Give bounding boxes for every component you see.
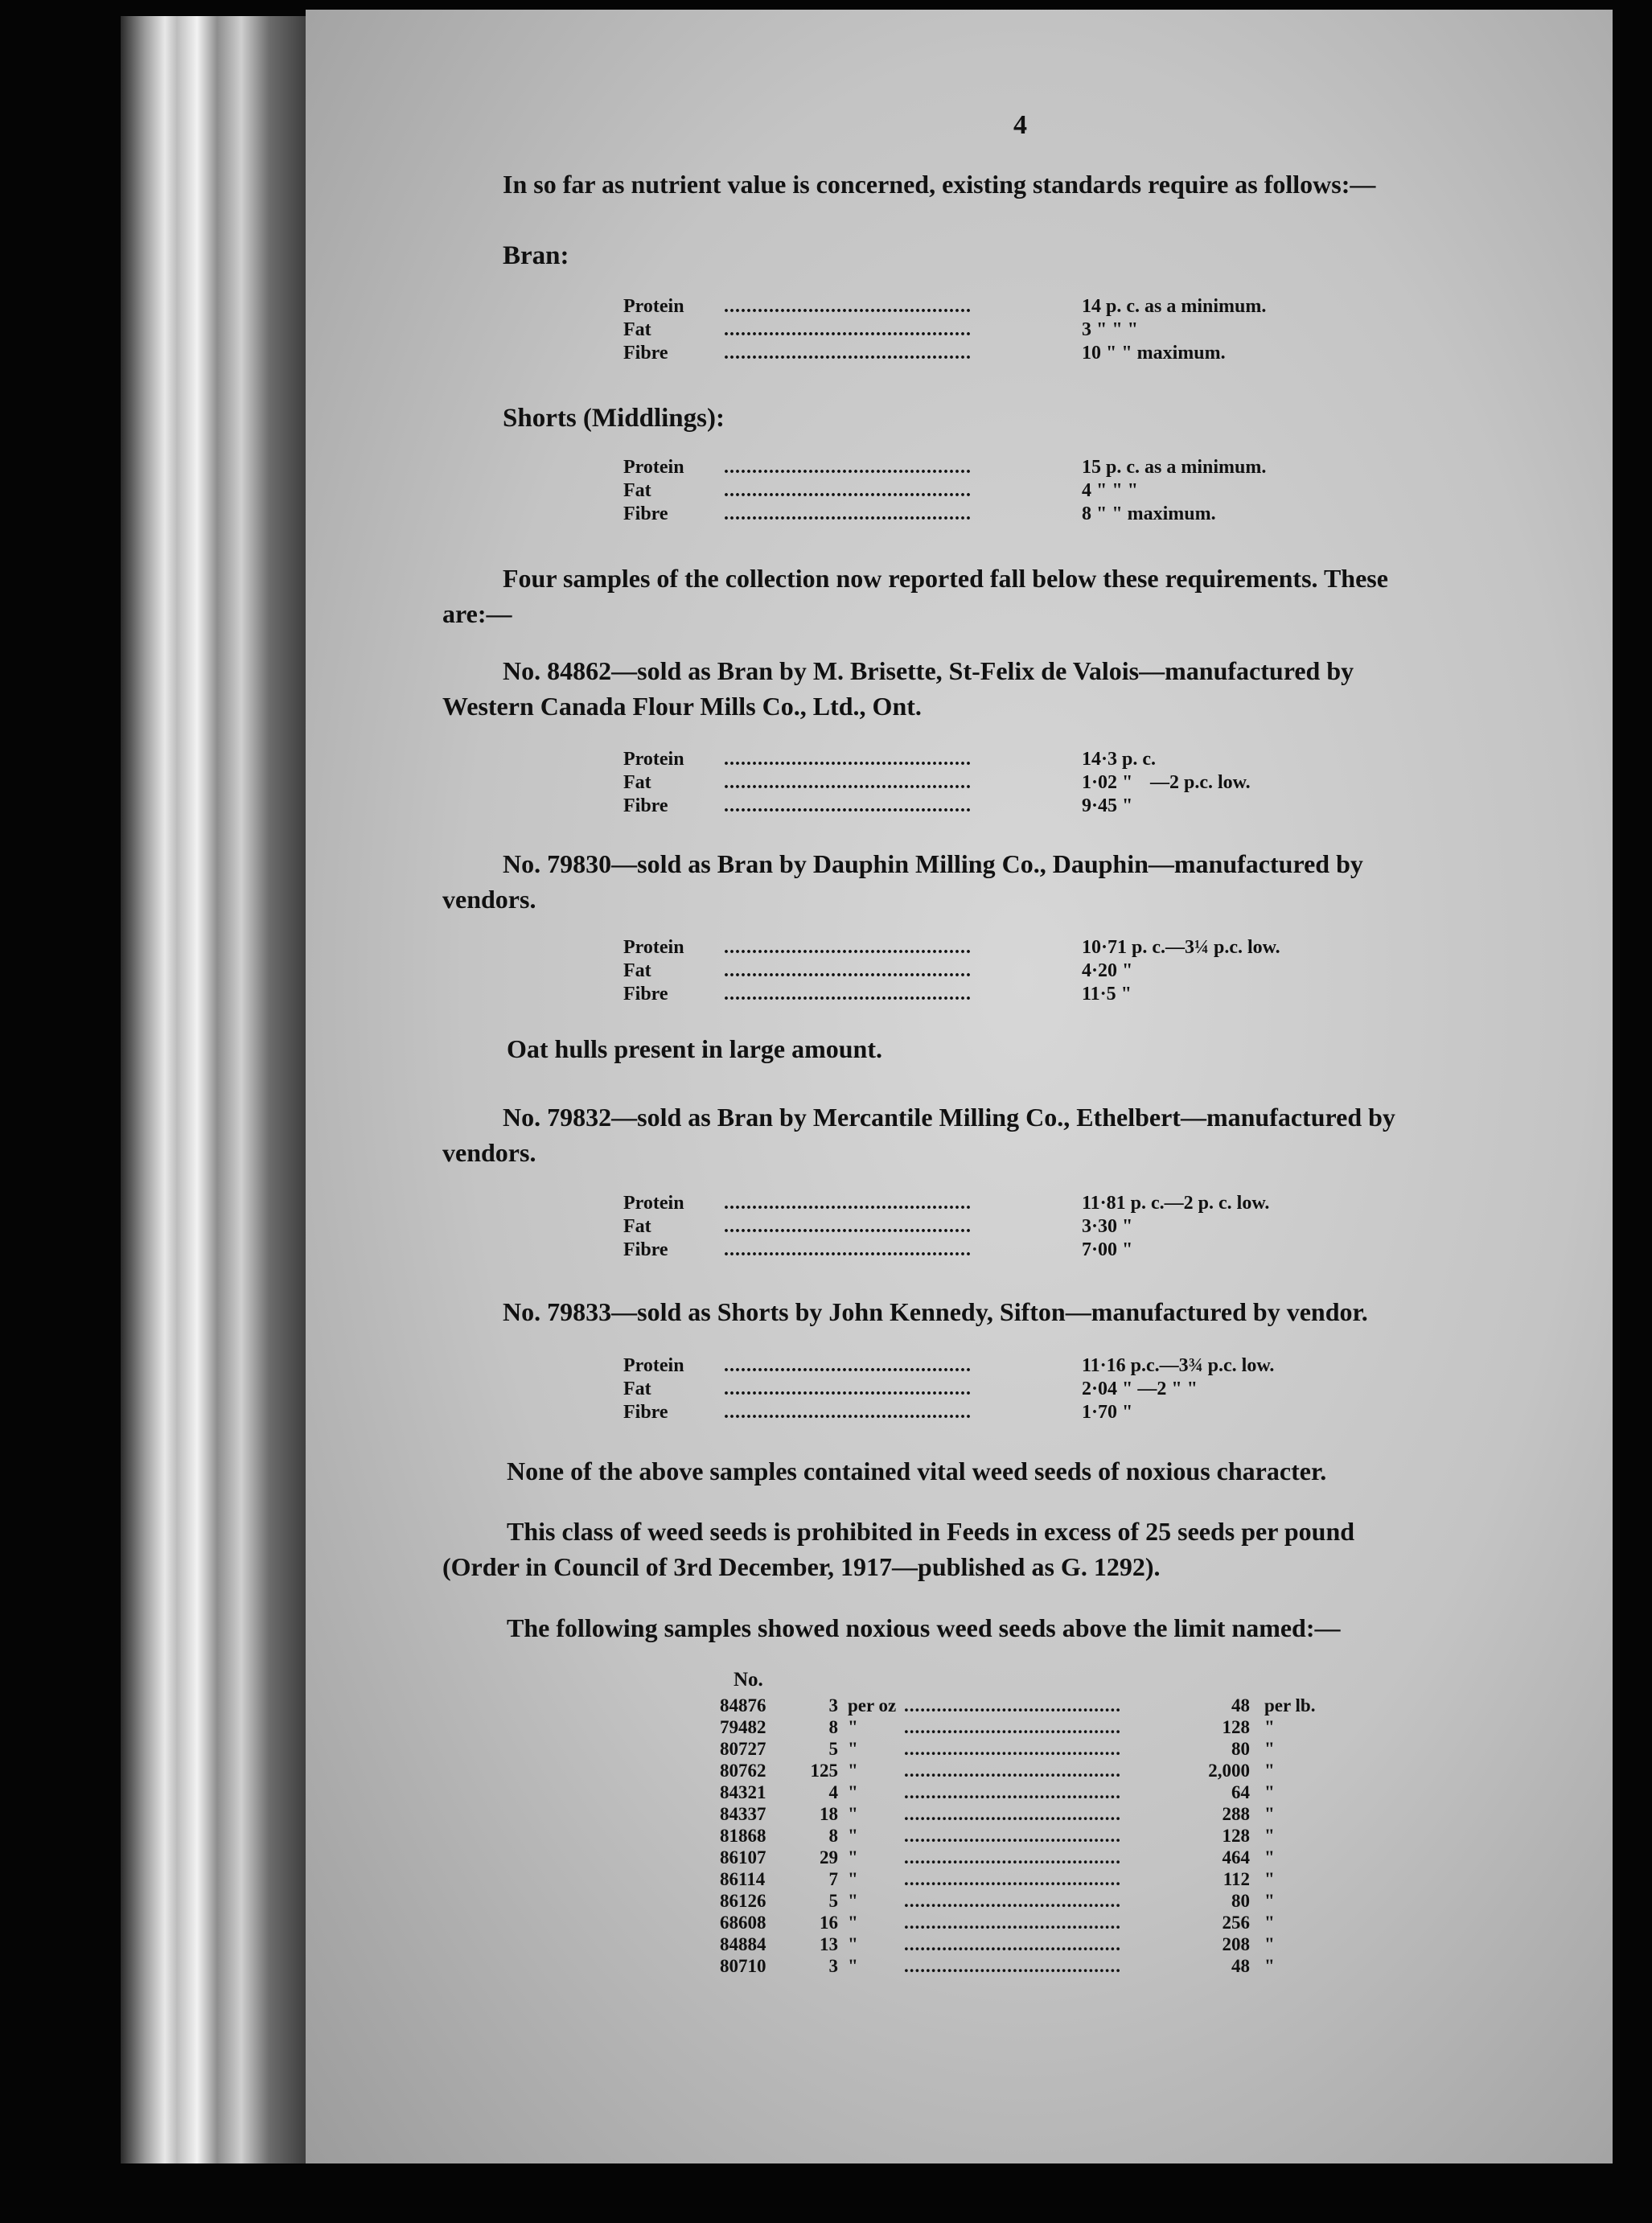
nutrient-value: 14·3 p. c. [1082,749,1157,770]
nutrient-label: Fibre [623,795,668,816]
nutrient-value: 9·45 " [1082,795,1133,816]
nutrient-row [623,1378,1202,1401]
seed-count: 4 [828,1782,838,1802]
leader-dots: ............................................ [724,1193,972,1214]
sample-number: 84876 [720,1695,766,1716]
nutrient-value: 11·5 " [1082,984,1132,1005]
seed-count: 5 [828,1891,838,1911]
seeds-per-lb: 48 [1231,1695,1250,1716]
leader-dots: ............................................ [724,795,972,816]
count-unit: " [848,1847,858,1868]
prohibition-line2: (Order in Council of 3rd December, 1917—published as G. 1292). [442,1552,1161,1581]
nutrient-value: 2·04 " —2 " " [1082,1379,1198,1399]
per-lb-unit: " [1264,1869,1275,1889]
no-vital-seeds-text: None of the above samples contained vital weed seeds of noxious character. [507,1457,1327,1485]
leader-dots: ........................................ [904,1869,1121,1889]
leader-dots: ............................................ [724,984,972,1005]
leader-dots: ........................................ [904,1934,1121,1954]
per-lb-unit: " [1264,1739,1275,1759]
count-unit: " [848,1717,858,1737]
seeds-per-lb: 128 [1222,1826,1250,1846]
nutrient-label: Protein [623,457,684,478]
leader-dots: ........................................ [904,1782,1121,1802]
nutrient-value: 10 " " maximum. [1082,343,1226,364]
per-lb-unit: " [1264,1717,1275,1737]
leader-dots: ............................................ [724,1402,972,1423]
count-unit: " [848,1891,858,1911]
table-row [720,1890,1315,1912]
nutrient-label: Fibre [623,343,668,364]
per-lb-unit: " [1264,1891,1275,1911]
nutrient-label: Fat [623,772,651,793]
nutrient-value: 11·81 p. c.—2 p. c. low. [1082,1193,1270,1214]
book-binding [121,16,310,2163]
per-lb-unit: " [1264,1847,1275,1868]
leader-dots: ............................................ [724,480,972,501]
document-page [306,10,1613,2163]
per-lb-unit: " [1264,1804,1275,1824]
nutrient-label: Fat [623,1216,651,1237]
table-row [720,1847,1315,1868]
seeds-per-lb: 2,000 [1208,1761,1250,1781]
sample-number: 86126 [720,1891,766,1911]
seed-count: 8 [828,1826,838,1846]
intro-text: In so far as nutrient value is concerned, existing standards require as follows:— [503,170,1376,199]
nutrient-label: Fibre [623,1239,668,1260]
leader-dots: ............................................ [724,1239,972,1260]
prohibition-line1: This class of weed seeds is prohibited in Feeds in excess of 25 seeds per pound [507,1517,1355,1546]
table-row [720,1781,1315,1803]
nutrient-value: 1·02 " [1082,772,1133,793]
nutrient-value: 8 " " maximum. [1082,503,1216,524]
sample-3-line2: vendors. [442,1138,536,1167]
oat-hulls-note: Oat hulls present in large amount. [507,1034,882,1063]
nutrient-row [623,795,1251,818]
per-lb-unit: " [1264,1761,1275,1781]
count-unit: " [848,1761,858,1781]
leader-dots: ............................................ [724,296,972,317]
nutrient-row [623,1354,1275,1378]
leader-dots: ........................................ [904,1956,1121,1976]
sample-number: 86114 [720,1869,766,1889]
sample-1-analysis [623,748,1251,818]
leader-dots: ............................................ [724,937,972,958]
leader-dots: ............................................ [724,1216,972,1237]
nutrient-row [623,295,1267,318]
nutrient-row [623,936,1280,959]
per-lb-unit: " [1264,1934,1275,1954]
seed-count: 18 [820,1804,838,1824]
seeds-per-lb: 128 [1222,1717,1250,1737]
nutrient-value: 4 " " " [1082,480,1138,501]
nutrient-row [623,748,1251,771]
per-lb-unit: " [1264,1913,1275,1933]
seeds-per-lb: 112 [1223,1869,1250,1889]
page-number: 4 [1013,110,1027,140]
count-unit: " [848,1739,858,1759]
count-unit: " [848,1826,858,1846]
table-row [720,1695,1315,1716]
seeds-per-lb: 64 [1231,1782,1250,1802]
leader-dots: ........................................ [904,1761,1121,1781]
count-unit: " [848,1913,858,1933]
seed-count: 8 [828,1717,838,1737]
leader-dots: ........................................ [904,1695,1121,1716]
nutrient-row [623,479,1202,503]
nutrient-label: Fibre [623,503,668,524]
per-lb-unit: per lb. [1264,1695,1316,1716]
nutrient-label: Fat [623,319,651,340]
leader-dots: ........................................ [904,1913,1121,1933]
leader-dots: ........................................ [904,1717,1121,1737]
leader-dots: ............................................ [724,319,972,340]
nutrient-row [623,959,1202,983]
nutrient-label: Protein [623,1355,684,1376]
count-unit: " [848,1804,858,1824]
sample-2-line1: No. 79830—sold as Bran by Dauphin Milling Co., Dauphin—manufactured by [503,849,1363,878]
seed-count: 29 [820,1847,838,1868]
nutrient-label: Fibre [623,1402,668,1423]
sample-number: 84884 [720,1934,766,1954]
per-lb-unit: " [1264,1826,1275,1846]
count-unit: " [848,1782,858,1802]
sample-1-line2: Western Canada Flour Mills Co., Ltd., Ont. [442,692,922,721]
seed-count: 16 [820,1913,838,1933]
seed-count: 125 [810,1761,838,1781]
table-row [720,1803,1315,1825]
table-row [720,1933,1315,1955]
leader-dots: ............................................ [724,1379,972,1399]
sample-3-analysis [623,1192,1270,1262]
requirements-text-line1: Four samples of the collection now reported fall below these requirements. These [503,564,1388,593]
table-row [720,1955,1315,1977]
table-row [720,1912,1315,1933]
seeds-per-lb: 464 [1222,1847,1250,1868]
nutrient-value: 3·30 " [1082,1216,1133,1237]
sample-number: 84337 [720,1804,766,1824]
table-row [720,1760,1315,1781]
count-unit: " [848,1869,858,1889]
sample-number: 80727 [720,1739,766,1759]
nutrient-label: Protein [623,296,684,317]
sample-number: 80710 [720,1956,766,1976]
weed-seed-table [720,1695,1315,1977]
seeds-per-lb: 48 [1231,1956,1250,1976]
leader-dots: ........................................ [904,1804,1121,1824]
per-lb-unit: " [1264,1782,1275,1802]
following-samples-text: The following samples showed noxious weed seeds above the limit named:— [507,1613,1341,1642]
nutrient-value: 4·20 " [1082,960,1133,981]
sample-number: 68608 [720,1913,766,1933]
leader-dots: ........................................ [904,1847,1121,1868]
seeds-per-lb: 288 [1222,1804,1250,1824]
nutrient-label: Fat [623,480,651,501]
nutrient-value: 3 " " " [1082,319,1138,340]
leader-dots: ........................................ [904,1891,1121,1911]
sample-2-line2: vendors. [442,885,536,914]
nutrient-label: Fat [623,1379,651,1399]
nutrient-row [623,342,1226,365]
leader-dots: ............................................ [724,772,972,793]
nutrient-note: —2 p.c. low. [1150,772,1251,793]
nutrient-value: 15 p. c. as a minimum. [1082,457,1267,478]
leader-dots: ............................................ [724,1355,972,1376]
bran-standards [623,295,1267,365]
nutrient-row [623,983,1202,1006]
leader-dots: ............................................ [724,960,972,981]
nutrient-row [623,1215,1202,1239]
sample-2-analysis [623,936,1280,1006]
shorts-heading: Shorts (Middlings): [503,404,725,433]
nutrient-row [623,771,1251,795]
sample-3-line1: No. 79832—sold as Bran by Mercantile Milling Co., Ethelbert—manufactured by [503,1103,1395,1132]
sample-number: 84321 [720,1782,766,1802]
table-row [720,1738,1315,1760]
shorts-standards [623,456,1267,526]
table-row [720,1825,1315,1847]
seeds-per-lb: 80 [1231,1739,1250,1759]
bran-heading: Bran: [503,241,569,270]
table-row [720,1868,1315,1890]
sample-4-analysis [623,1354,1275,1424]
leader-dots: ............................................ [724,503,972,524]
per-lb-unit: " [1264,1956,1275,1976]
nutrient-row [623,1401,1202,1424]
table-row [720,1716,1315,1738]
seeds-per-lb: 80 [1231,1891,1250,1911]
nutrient-label: Fibre [623,984,668,1005]
seed-count: 3 [828,1956,838,1976]
leader-dots: ........................................ [904,1739,1121,1759]
requirements-text-line2: are:— [442,599,512,628]
seeds-per-lb: 208 [1222,1934,1250,1954]
count-unit: " [848,1956,858,1976]
sample-1-line1: No. 84862—sold as Bran by M. Brisette, St-Felix de Valois—manufactured by [503,656,1354,685]
nutrient-label: Fat [623,960,651,981]
seed-count: 13 [820,1934,838,1954]
sample-number: 86107 [720,1847,766,1868]
sample-number: 80762 [720,1761,766,1781]
nutrient-row [623,456,1267,479]
nutrient-row [623,318,1202,342]
leader-dots: ............................................ [724,749,972,770]
nutrient-value: 7·00 " [1082,1239,1133,1260]
nutrient-row [623,503,1216,526]
sample-number: 79482 [720,1717,766,1737]
leader-dots: ........................................ [904,1826,1121,1846]
leader-dots: ............................................ [724,457,972,478]
nutrient-label: Protein [623,1193,684,1214]
seed-count: 3 [828,1695,838,1716]
sample-number: 81868 [720,1826,766,1846]
count-unit: " [848,1934,858,1954]
count-unit: per oz [848,1695,897,1716]
nutrient-value: 11·16 p.c.—3¾ p.c. low. [1082,1355,1275,1376]
seed-table-header: No. [734,1669,763,1691]
nutrient-value: 1·70 " [1082,1402,1133,1423]
nutrient-row [623,1192,1270,1215]
nutrient-value: 14 p. c. as a minimum. [1082,296,1267,317]
nutrient-value: 10·71 p. c.—3¼ p.c. low. [1082,937,1280,958]
nutrient-label: Protein [623,749,684,770]
seed-count: 7 [828,1869,838,1889]
seed-count: 5 [828,1739,838,1759]
nutrient-label: Protein [623,937,684,958]
nutrient-row [623,1239,1202,1262]
seeds-per-lb: 256 [1222,1913,1250,1933]
leader-dots: ............................................ [724,343,972,364]
sample-4-line1: No. 79833—sold as Shorts by John Kennedy, Sifton—manufactured by vendor. [503,1297,1368,1326]
